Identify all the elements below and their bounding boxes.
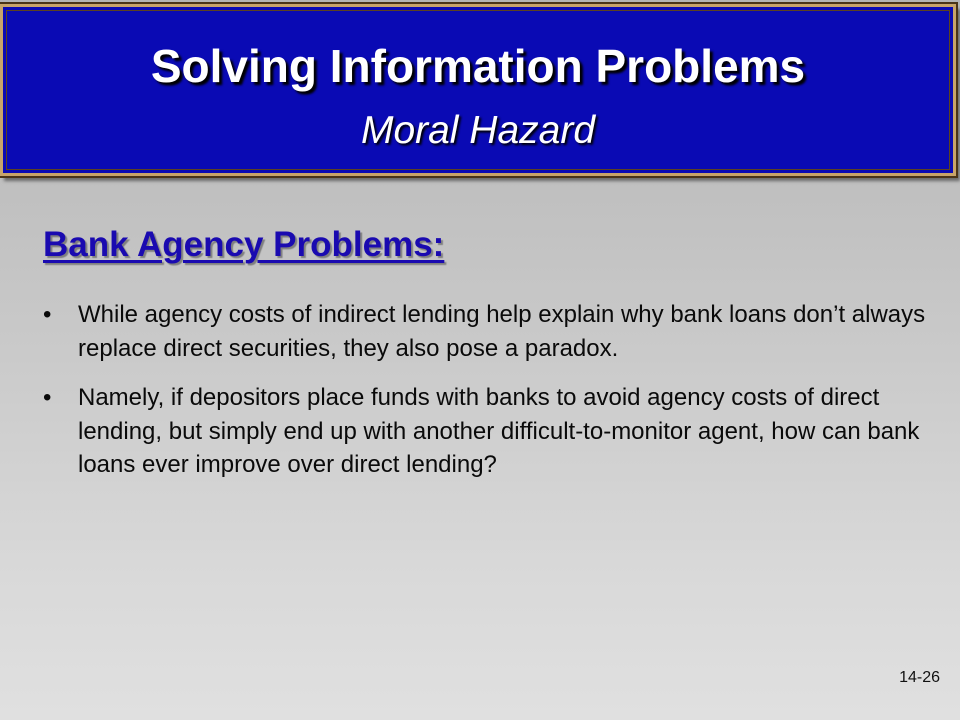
bullet-list <box>43 298 928 498</box>
bullet-item <box>43 381 928 482</box>
bullet-text: While agency costs of indirect lending help explain why bank loans don’t always replace direct securities, they also pose a paradox. <box>78 301 926 362</box>
bullet-item <box>43 298 928 365</box>
slide-subtitle: Moral Hazard <box>360 109 596 152</box>
bullet-text: Namely, if depositors place funds with banks to avoid agency costs of direct lending, but simply end up with another difficult-to-monitor agent, how can bank loans ever improve over direct lending? <box>78 384 920 478</box>
section-heading: Bank Agency Problems: <box>43 225 445 264</box>
title-banner <box>0 4 956 176</box>
bullet-marker: • <box>43 301 52 328</box>
page-number: 14-26 <box>899 669 940 686</box>
slide-title: Solving Information Problems <box>150 40 806 92</box>
bullet-marker: • <box>43 384 52 411</box>
